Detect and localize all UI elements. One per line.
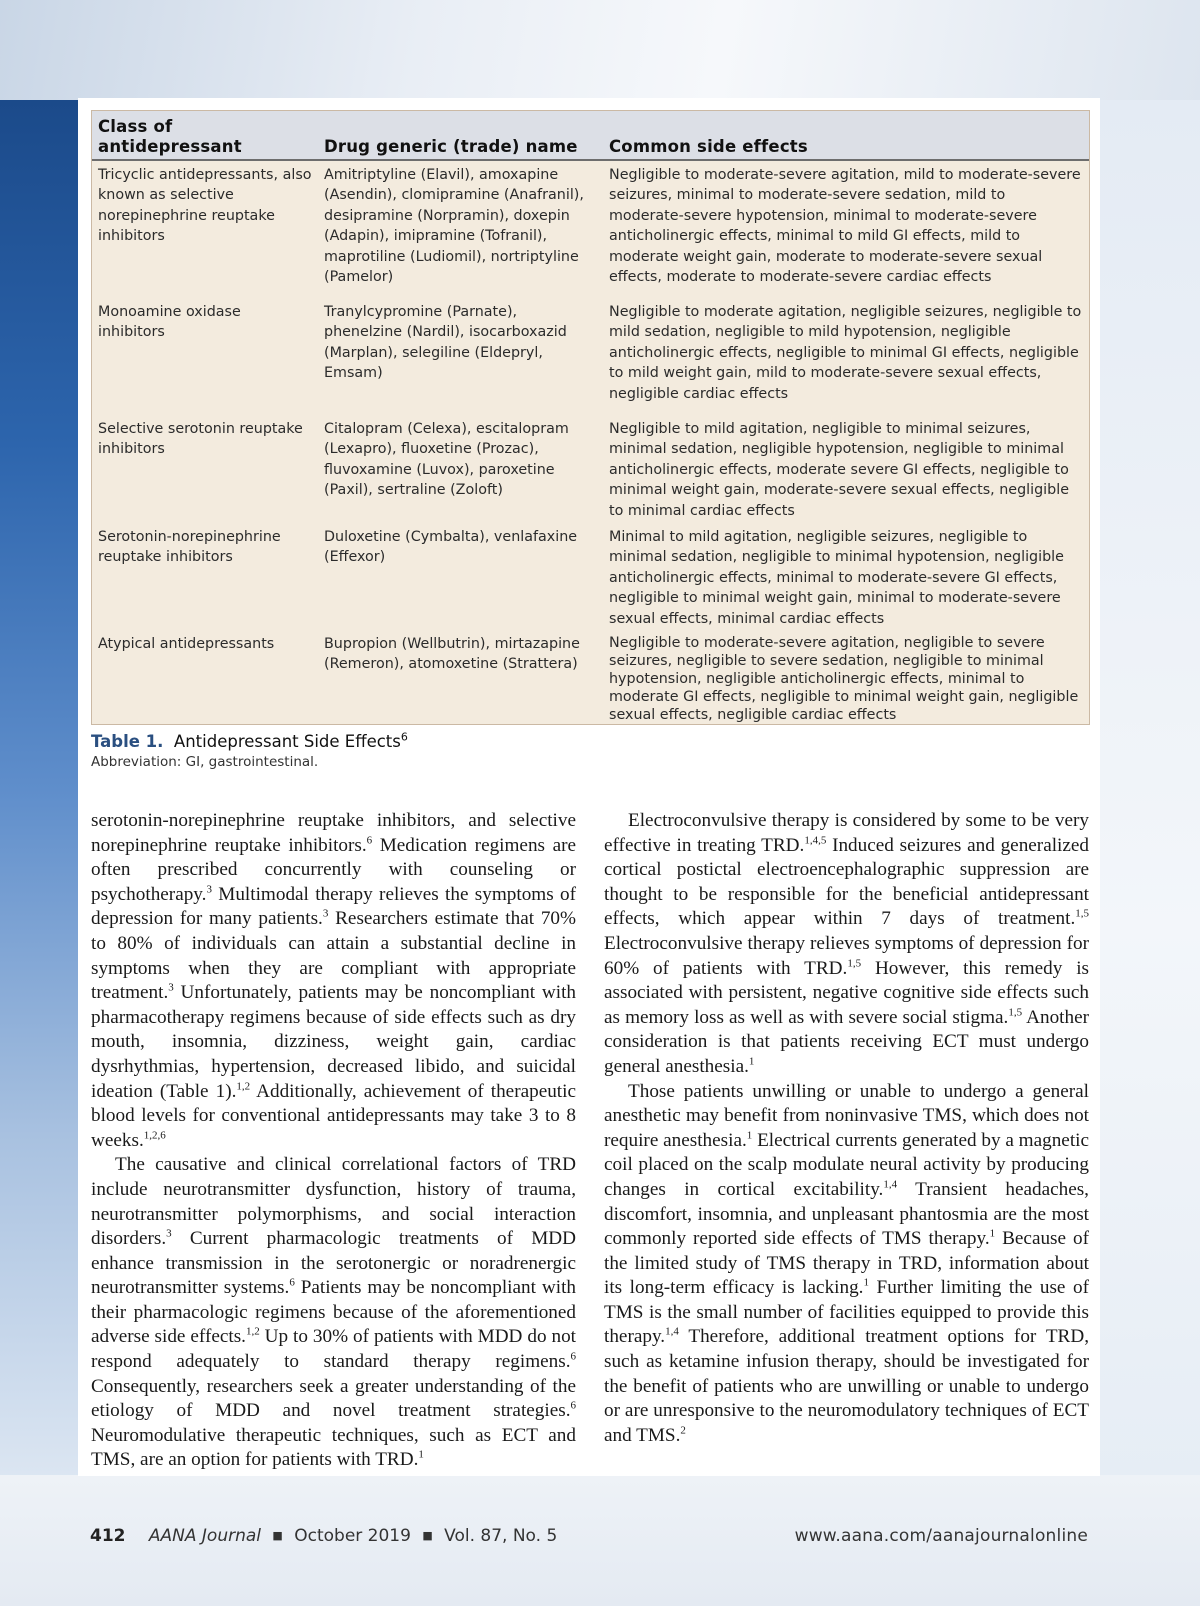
table-row [92,298,1089,415]
table-row [92,160,1089,298]
citation-superscript: 1,2 [245,1326,260,1339]
cell-drugs: Amitriptyline (Elavil), amoxapine (Asendin), clomipramine (Anafranil), desipramine (Norpramin), doxepin (Adapin), imipramine (Tofranil), maprotiline (Ludiomil), nortriptyline (Pamelor) [324,167,584,286]
separator-bullet: ■ [272,1529,283,1542]
citation-superscript: 6 [570,1350,576,1363]
citation-superscript: 6 [366,834,373,847]
citation-superscript: 3 [166,1227,172,1240]
citation-superscript: 1,5 [847,957,862,970]
table-header-row [92,111,1089,160]
citation-superscript: 1,4,5 [804,834,827,847]
background-right [1100,100,1200,1480]
citation-superscript: 1,4 [665,1326,679,1339]
caption-title: Antidepressant Side Effects [173,732,401,751]
citation-superscript: 6 [289,1276,295,1289]
table-row [92,415,1089,523]
cell-drugs: Bupropion (Wellbutrin), mirtazapine (Remeron), atomoxetine (Strattera) [324,636,580,673]
cell-effects: Negligible to mild agitation, negligible to minimal seizures, minimal sedation, negligible hypotension, negligible to minimal anticholinergic effects, moderate severe GI effects, negligible to minimal weight gain, moderate-severe sexual effects, negligible to minimal cardiac effects [609,421,1069,519]
page-content [78,98,1100,1476]
caption-abbreviation: Abbreviation: GI, gastrointestinal. [91,754,319,770]
citation-superscript: 3 [322,907,329,920]
citation-superscript: 1,5 [1075,907,1089,920]
paragraph: Those patients unwilling or unable to undergo a general anesthetic may benefit from noninvasive TMS, which does not require anesthesia.$^1$ Electrical currents generated by a magnetic coil placed on the scalp modulate neural activity by producing changes in cortical excitability.$^{1,4}$ Transient headaches, discomfort, insomnia, and unpleasant phantosmia are the most commonly reported side effects of TMS therapy.$^1$ Because of the limited study of TMS therapy in TRD, information about its long-term efficacy is lacking.$^1$ Further limiting the use of TMS is the small number of facilities equipped to provide this therapy.$^{1,4}$ Therefore, additional treatment options for TRD, such as ketamine infusion therapy, should be investigated for the benefit of patients who are unwilling or unable to undergo or are unresponsive to the neuromodulatory techniques of ECT and TMS.$^2$ [604,1080,1089,1446]
background-left-decoration [0,100,78,1480]
header-effects: Common side effects [603,111,1089,160]
page-footer [90,1526,1088,1550]
header-drug: Drug generic (trade) name [318,111,603,160]
caption-title-line [91,732,408,751]
cell-class: Selective serotonin reuptake inhibitors [98,421,303,458]
citation-superscript: 6 [570,1399,576,1412]
caption-reference: 6 [400,730,408,744]
cell-effects: Minimal to mild agitation, negligible seizures, negligible to minimal sedation, negligible to minimal hypotension, negligible anticholinergic effects, minimal to moderate-severe GI effects, negligible to minimal weight gain, minimal to moderate-severe sexual effects, minimal cardiac effects [609,529,1064,627]
citation-superscript: 3 [168,981,174,994]
journal-url-link[interactable]: www.aana.com/aanajournalonline [794,1526,1088,1546]
side-effects-table [92,111,1089,724]
citation-superscript: 3 [206,883,212,896]
citation-superscript: 1 [418,1449,424,1462]
citation-superscript: 1,2 [236,1080,251,1093]
cell-effects: Negligible to moderate-severe agitation, mild to moderate-severe seizures, minimal to moderate-severe sedation, mild to moderate-severe hypotension, minimal to moderate-severe anticholinergic effects, minimal to mild GI effects, mild to moderate weight gain, moderate to moderate-severe sexual effects, moderate to moderate-severe cardiac effects [609,167,1081,286]
cell-drugs: Duloxetine (Cymbalta), venlafaxine (Effexor) [324,529,578,566]
citation-superscript: 1,5 [1008,1006,1023,1019]
page-number: 412 [90,1526,126,1546]
paragraph: The causative and clinical correlational factors of TRD include neurotransmitter dysfunction, history of trauma, neurotransmitter polymorphisms, and social interaction disorders.$^3$ Current pharmacologic treatments of MDD enhance transmission in the serotonergic or noradrenergic neurotransmitter systems.$^6$ Patients may be noncompliant with their pharmacologic regimens because of the aforementioned adverse side effects.$^{1,2}$ Up to 30% of patients with MDD do not respond adequately to standard therapy regimens.$^6$ Consequently, researchers seek a greater understanding of the etiology of MDD and novel treatment strategies.$^6$ Neuromodulative therapeutic techniques, such as ECT and TMS, are an option for patients with TRD.$^1$ [91,1154,577,1471]
left-text-column [91,809,576,1473]
cell-drugs: Citalopram (Celexa), escitalopram (Lexapro), fluoxetine (Prozac), fluvoxamine (Luvox), paroxetine (Paxil), sertraline (Zoloft) [324,421,569,499]
right-text-column [604,809,1089,1448]
citation-superscript: 1 [989,1227,996,1240]
cell-class: Monoamine oxidase inhibitors [98,304,241,341]
citation-superscript: 1 [746,1129,753,1142]
issue-date: October 2019 [294,1526,411,1546]
cell-drugs: Tranylcypromine (Parnate), phenelzine (Nardil), isocarboxazid (Marplan), selegiline (Eldepryl, Emsam) [324,304,567,382]
table-body [92,160,1089,724]
table-row [92,523,1089,630]
citation-superscript: 2 [680,1424,686,1437]
journal-name: AANA Journal [148,1526,262,1546]
volume-number: Vol. 87, No. 5 [444,1526,558,1546]
table-header [92,111,1089,160]
cell-class: Atypical antidepressants [98,636,275,652]
cell-effects: Negligible to moderate-severe agitation, negligible to severe seizures, negligible to severe sedation, negligible to minimal hypotension, negligible anticholinergic effects, minimal to moderate GI effects, negligible to minimal weight gain, negligible sexual effects, negligible cardiac effects [609,635,1079,723]
caption-label: Table 1. [91,732,164,751]
paragraph: serotonin-norepinephrine reuptake inhibitors, and selective norepinephrine reuptake inhibitors.$^6$ Medication regimens are often prescribed concurrently with counseling or psychotherapy.$^3$ Multimodal therapy relieves the symptoms of depression for many patients.$^3$ Researchers estimate that 70% to 80% of individuals can attain a substantial decline in symptoms when they are compliant with appropriate treatment.$^3$ Unfortunately, patients may be noncompliant with pharmacotherapy regimens because of side effects such as dry mouth, insomnia, dizziness, weight gain, cardiac dysrhythmias, hypertension, decreased libido, and suicidal ideation (Table 1).$^{1,2}$ Additionally, achievement of therapeutic blood levels for conventional antidepressants may take 3 to 8 weeks.$^{1,2,6}$ [91,810,576,1151]
background-top [0,0,1200,100]
separator-bullet: ■ [422,1529,433,1542]
side-effects-table-container [91,110,1090,725]
citation-superscript: 1 [748,1055,755,1068]
header-class: Class of antidepressant [92,111,318,160]
cell-effects: Negligible to moderate agitation, negligible seizures, negligible to mild sedation, negligible to mild hypotension, negligible anticholinergic effects, negligible to minimal GI effects, negligible to mild weight gain, mild to moderate-severe sexual effects, negligible cardiac effects [609,304,1082,402]
citation-superscript: 1,2,6 [143,1129,166,1142]
citation-superscript: 1 [863,1276,869,1289]
paragraph: Electroconvulsive therapy is considered by some to be very effective in treating TRD.$^{1,4,5}$ Induced seizures and generalized cortical postictal electroencephalographic suppression are thought to be responsible for the beneficial antidepressant effects, which appear within 7 days of treatment.$^{1,5}$ Electroconvulsive therapy relieves symptoms of depression for 60% of patients with TRD.$^{1,5}$ However, this remedy is associated with persistent, negative cognitive side effects such as memory loss as well as with severe social stigma.$^{1,5}$ Another consideration is that patients receiving ECT must undergo general anesthesia.$^1$ [604,810,1089,1077]
table-row [92,630,1089,724]
cell-class: Tricyclic antidepressants, also known as selective norepinephrine reuptake inhibitors [98,167,312,245]
table-caption [91,732,991,770]
cell-class: Serotonin-norepinephrine reuptake inhibitors [98,529,281,566]
citation-superscript: 1,4 [883,1178,898,1191]
